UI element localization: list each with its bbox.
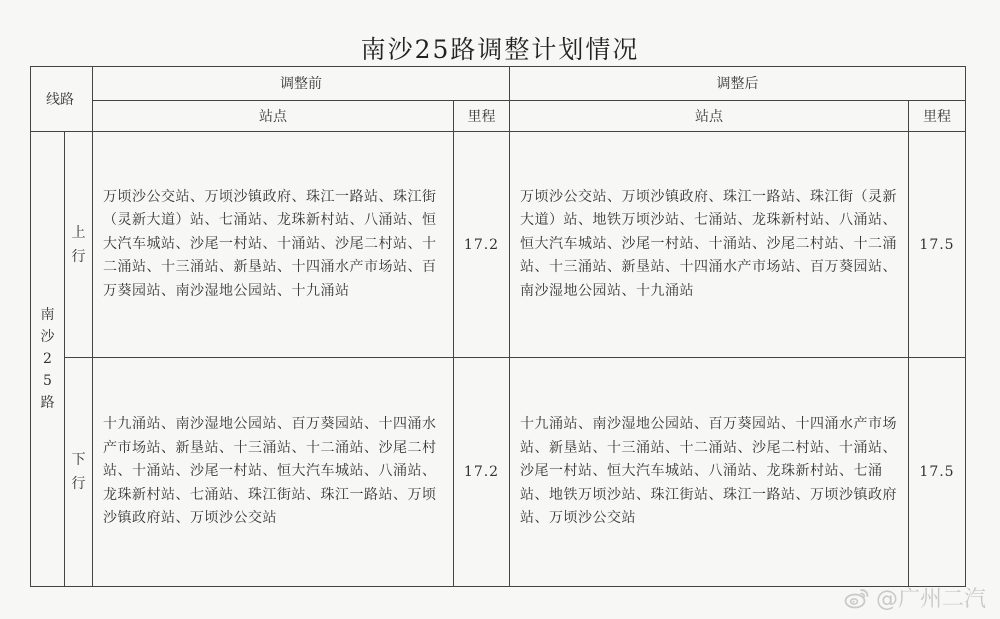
after-stations-header: 站点	[510, 100, 909, 131]
corner-label: 线路	[46, 92, 74, 108]
route-adjustment-table	[30, 66, 966, 587]
before-km-cell: 17.2	[454, 132, 510, 358]
direction-cell	[65, 358, 93, 587]
after-km-cell: 17.5	[909, 358, 966, 587]
route-name-cell	[31, 132, 65, 587]
before-stations-cell: 十九涌站、南沙湿地公园站、百万葵园站、十四涌水产市场站、新垦站、十三涌站、十二涌站、沙尾二村站、十涌站、沙尾一村站、恒大汽车城站、八涌站、龙珠新村站、七涌站、珠江街站、珠江一路站、万顷沙镇政府站、万顷沙公交站	[93, 358, 454, 587]
watermark-text: @广州二汽	[875, 587, 986, 612]
watermark	[844, 582, 986, 613]
weibo-icon	[844, 587, 870, 609]
table-row-down	[31, 358, 966, 587]
corner-header	[31, 67, 93, 132]
before-stations-cell: 万顷沙公交站、万顷沙镇政府、珠江一路站、珠江街（灵新大道）站、七涌站、龙珠新村站、八涌站、恒大汽车城站、沙尾一村站、十涌站、沙尾二村站、十二涌站、十三涌站、新垦站、十四涌水产市场站、百万葵园站、南沙湿地公园站、十九涌站	[93, 132, 454, 358]
direction-cell	[65, 132, 93, 358]
after-km-header: 里程	[909, 100, 966, 131]
before-km-cell: 17.2	[454, 358, 510, 587]
before-km-header: 里程	[454, 100, 510, 131]
after-stations-cell: 十九涌站、南沙湿地公园站、百万葵园站、十四涌水产市场站、新垦站、十三涌站、十二涌站、沙尾二村站、十涌站、沙尾一村站、恒大汽车城站、八涌站、龙珠新村站、七涌站、地铁万顷沙站、珠江街站、珠江一路站、万顷沙镇政府站、万顷沙公交站	[510, 358, 909, 587]
after-header: 调整后	[510, 67, 966, 101]
after-stations-cell: 万顷沙公交站、万顷沙镇政府、珠江一路站、珠江街（灵新大道）站、地铁万顷沙站、七涌站、龙珠新村站、八涌站、恒大汽车城站、沙尾一村站、十涌站、沙尾二村站、十二涌站、十三涌站、新垦站、十四涌水产市场站、百万葵园站、南沙湿地公园站、十九涌站	[510, 132, 909, 358]
page-title: 南沙25路调整计划情况	[360, 35, 640, 64]
before-stations-header: 站点	[93, 100, 454, 131]
route-name: 南沙25路	[40, 307, 55, 411]
direction-label: 下行	[71, 452, 86, 492]
table-row-up	[31, 132, 966, 358]
before-header: 调整前	[93, 67, 510, 101]
after-km-cell: 17.5	[909, 132, 966, 358]
direction-label: 上行	[71, 224, 86, 265]
